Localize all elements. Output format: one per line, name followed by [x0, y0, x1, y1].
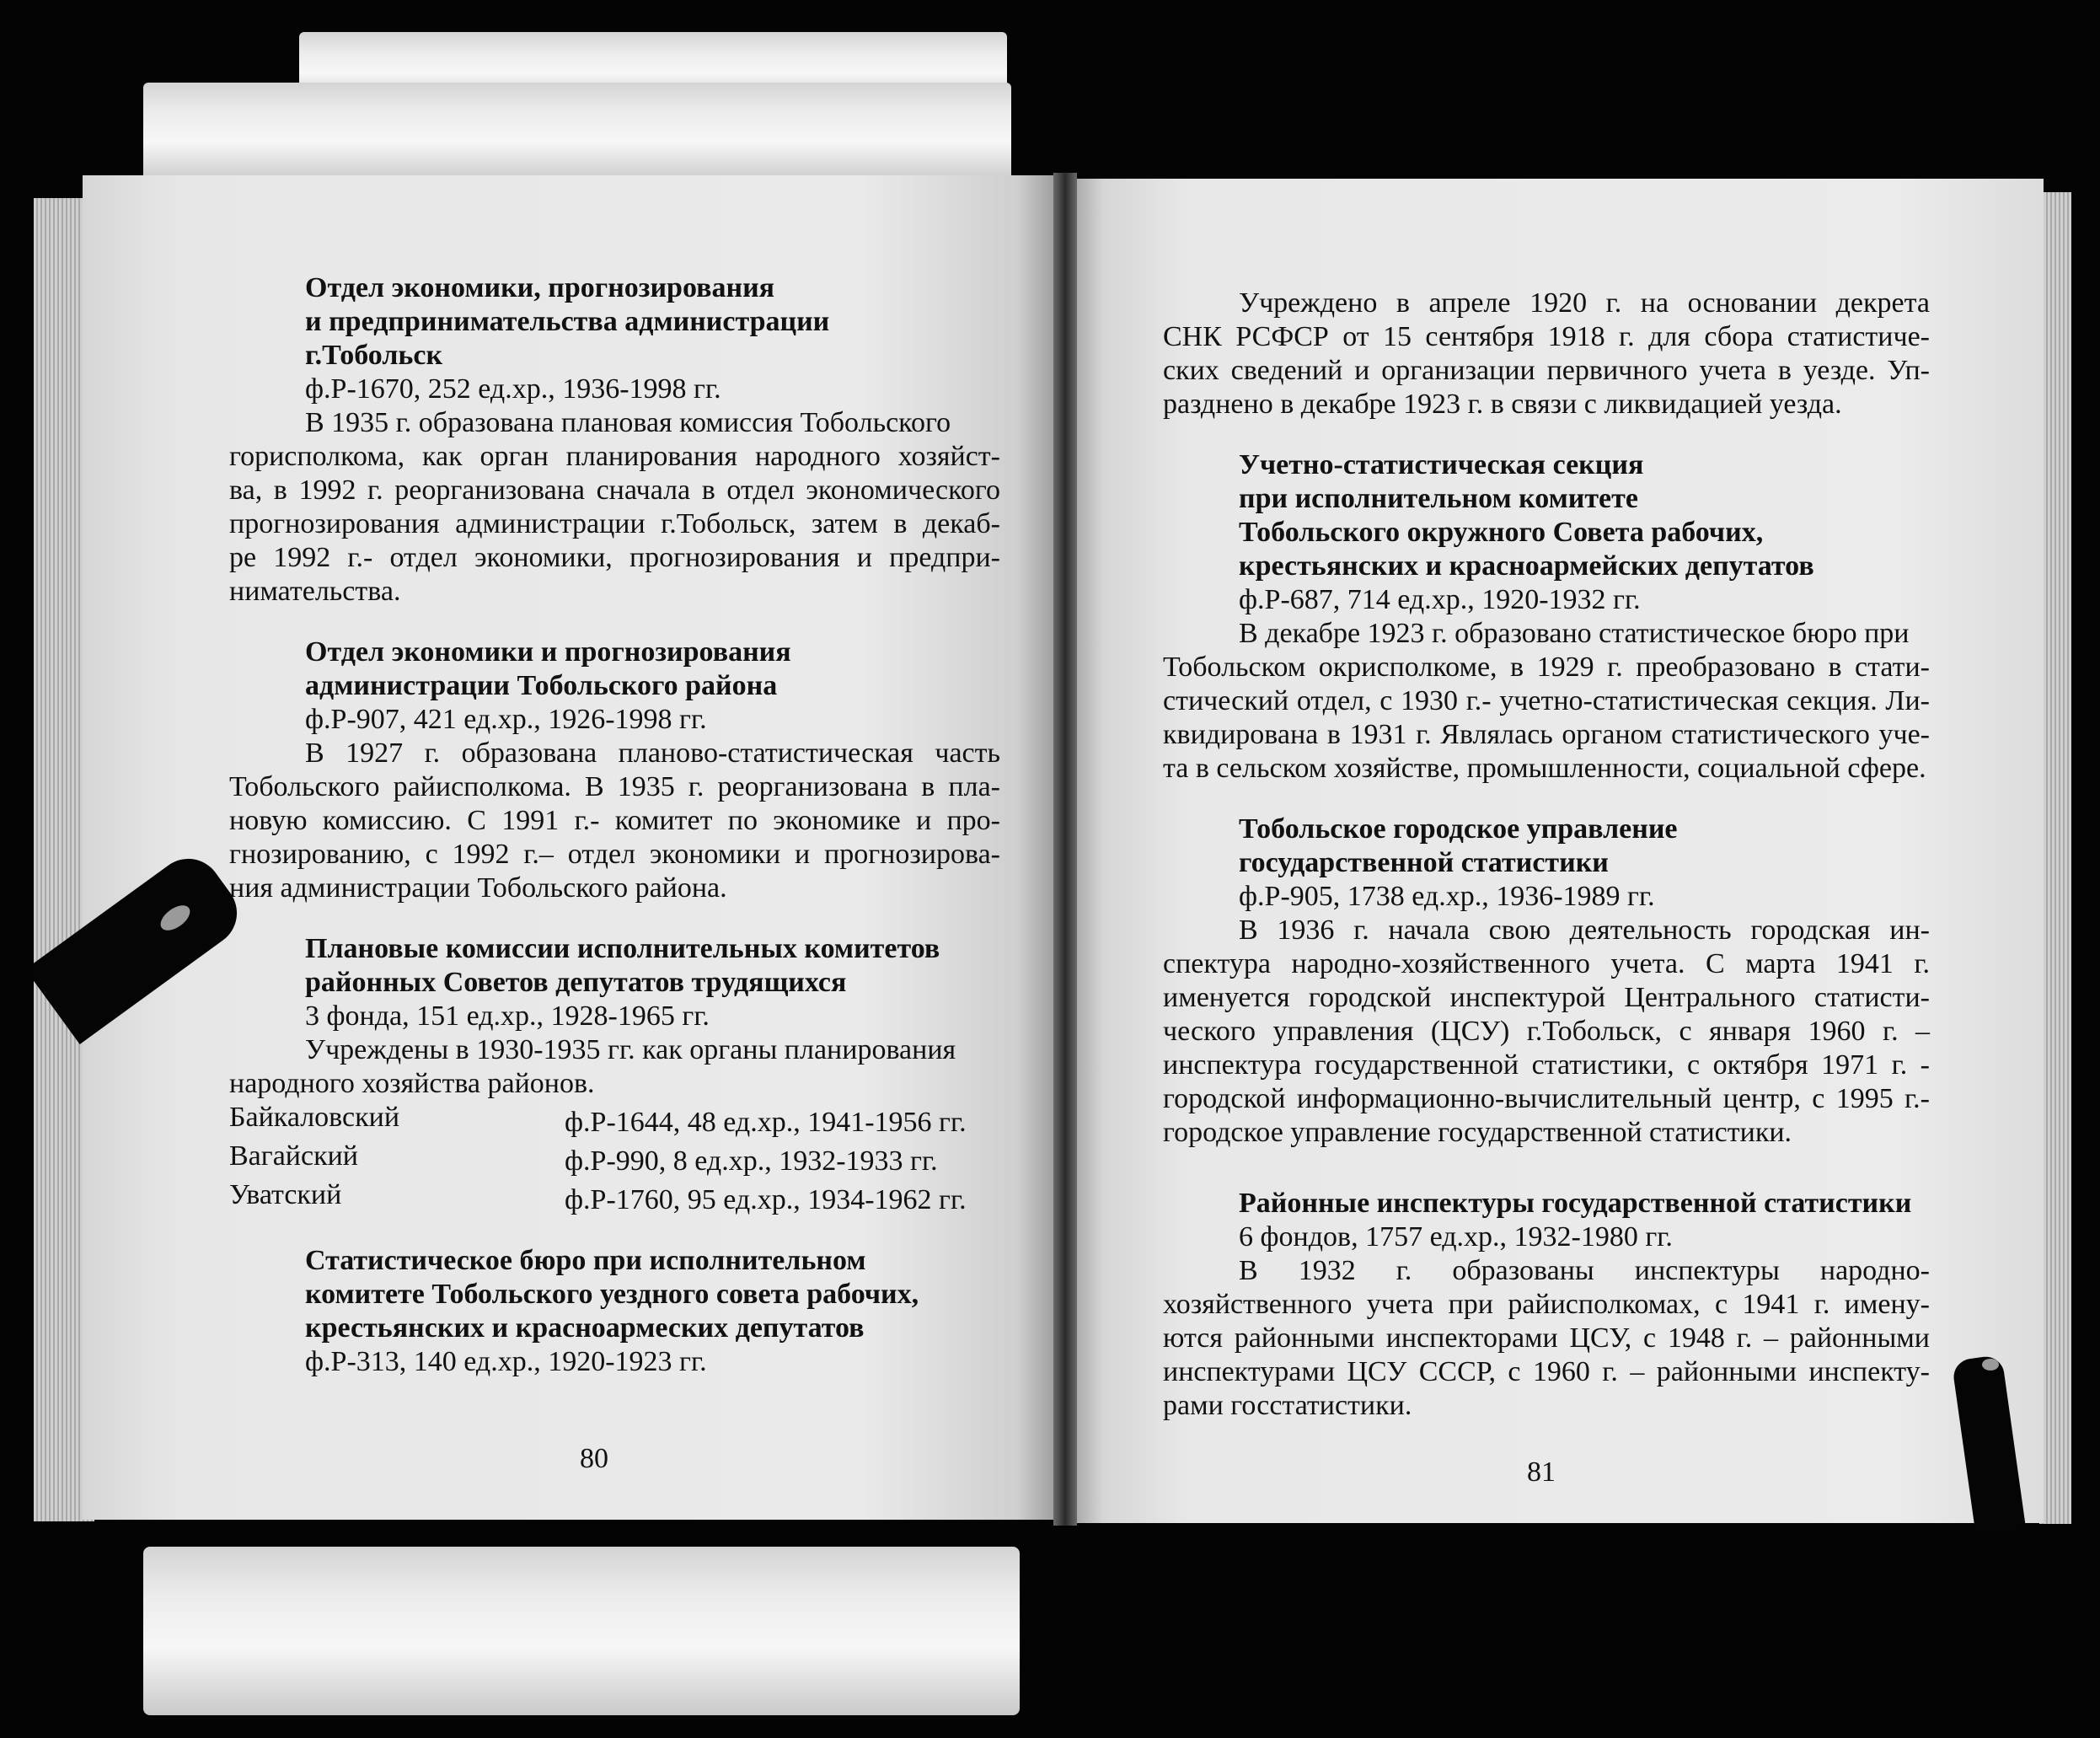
body-line: Учреждено в апреле 1920 г. на основании декрета [1239, 287, 1930, 319]
section-title-line: Учетно-статистическая секция [1239, 449, 1644, 480]
body-line: рами госстатистики. [1163, 1390, 1412, 1421]
district-name: Уватский [229, 1179, 342, 1210]
right-page-edges [2039, 192, 2071, 1524]
section-title-line: Тобольское городское управление [1239, 813, 1678, 845]
book-spine [1053, 173, 1077, 1526]
body-line: городское управление государственной статистики. [1163, 1117, 1792, 1148]
body-line: хозяйственного учета при райисполкомах, с 1941 г. имену- [1163, 1289, 1930, 1320]
district-fond: ф.Р-1644, 48 ед.хр., 1941-1956 гг. [565, 1107, 967, 1138]
section-title-line: и предпринимательства администрации [305, 306, 830, 337]
body-line: Тобольского райисполкома. В 1935 г. реорганизована в пла- [229, 771, 1000, 802]
section-economics-district [229, 636, 1000, 905]
body-line: именуется городской инспектурой Центрального статисти- [1163, 982, 1930, 1013]
section-economics-city [229, 271, 1000, 609]
body-line: разднено в декабре 1923 г. в связи с ликвидацией уезда. [1163, 389, 1842, 420]
body-line: прогнозирования администрации г.Тобольск, затем в декаб- [229, 508, 1000, 539]
section-title-line: Тобольского окружного Совета рабочих, [1239, 517, 1764, 548]
fond-reference: ф.Р-905, 1738 ед.хр., 1936-1989 гг. [1239, 881, 1655, 912]
body-line: новую комиссию. С 1991 г.- комитет по экономике и про- [229, 805, 1000, 836]
body-line: ва, в 1992 г. реорганизована сначала в отдел экономического [229, 475, 1000, 506]
body-line: нимательства. [229, 576, 401, 607]
section-title-line: Районные инспектуры государственной статистики [1239, 1188, 1912, 1219]
district-fond: ф.Р-990, 8 ед.хр., 1932-1933 гг. [565, 1145, 938, 1177]
fond-reference: ф.Р-313, 140 ед.хр., 1920-1923 гг. [305, 1346, 707, 1377]
district-name: Байкаловский [229, 1102, 400, 1133]
section-title-line: Плановые комиссии исполнительных комитетов [305, 933, 940, 964]
fond-reference: 6 фондов, 1757 ед.хр., 1932-1980 гг. [1239, 1221, 1673, 1253]
section-district-inspectorates [1163, 1187, 1930, 1423]
fond-reference: 3 фонда, 151 ед.хр., 1928-1965 гг. [305, 1000, 710, 1032]
page-number-right: 81 [1527, 1456, 1556, 1488]
section-title-line: Отдел экономики, прогнозирования [305, 272, 775, 303]
body-line: стический отдел, с 1930 г.- учетно-статистическая секция. Ли- [1163, 685, 1930, 716]
foam-support-bottom [143, 1547, 1020, 1715]
section-title-line: крестьянских и красноармеских депутатов [305, 1312, 865, 1344]
section-planning-commissions [229, 932, 1000, 1217]
body-line: ются районными инспекторами ЦСУ, с 1948 г. – районными [1163, 1322, 1930, 1354]
body-line: ния администрации Тобольского района. [229, 872, 727, 904]
body-line: городской информационно-вычислительный центр, с 1995 г.- [1163, 1083, 1930, 1114]
body-line: Учреждены в 1930-1935 гг. как органы планирования [305, 1034, 956, 1065]
fond-reference: ф.Р-907, 421 ед.хр., 1926-1998 гг. [305, 704, 707, 735]
district-row [229, 1101, 1000, 1140]
section-title-line: крестьянских и красноармейских депутатов [1239, 550, 1814, 582]
intro-paragraph [1163, 287, 1930, 421]
body-line: В 1927 г. образована планово-статистическая часть [305, 738, 1000, 769]
body-line: ре 1992 г.- отдел экономики, прогнозирования и предпри- [229, 542, 1000, 573]
district-row [229, 1178, 1000, 1217]
foam-support-top-front [143, 83, 1011, 182]
body-line: В декабре 1923 г. образовано статистическое бюро при [1239, 618, 1910, 649]
section-title-line: при исполнительном комитете [1239, 483, 1638, 514]
body-line: горисполкома, как орган планирования народного хозяйст- [229, 441, 1000, 472]
section-title-line: Отдел экономики и прогнозирования [305, 636, 791, 668]
district-fond: ф.Р-1760, 95 ед.хр., 1934-1962 гг. [565, 1184, 967, 1215]
body-line: гнозированию, с 1992 г.– отдел экономики и прогнозирова- [229, 839, 1000, 870]
right-strap-highlight [1982, 1359, 1999, 1371]
body-line: В 1935 г. образована плановая комиссия Тобольского [305, 407, 951, 438]
section-title-line: государственной статистики [1239, 847, 1609, 878]
body-line: ческого управления (ЦСУ) г.Тобольск, с января 1960 г. – [1163, 1016, 1930, 1047]
section-city-statistics-office [1163, 813, 1930, 1150]
body-line: В 1936 г. начала свою деятельность городская ин- [1239, 915, 1930, 946]
body-line: народного хозяйства районов. [229, 1068, 595, 1099]
body-line: та в сельском хозяйстве, промышленности, социальной сфере. [1163, 753, 1926, 784]
section-title-line: Статистическое бюро при исполнительном [305, 1245, 866, 1276]
body-line: СНК РСФСР от 15 сентября 1918 г. для сбора статистиче- [1163, 321, 1930, 352]
body-line: инспектура государственной статистики, с октября 1971 г. - [1163, 1049, 1930, 1081]
body-line: спектура народно-хозяйственного учета. С марта 1941 г. [1163, 948, 1930, 979]
section-title-line: г.Тобольск [305, 340, 443, 371]
body-line: квидирована в 1931 г. Являлась органом статистического уче- [1163, 719, 1930, 750]
body-line: В 1932 г. образованы инспектуры народно- [1239, 1255, 1930, 1286]
right-page-text [1163, 287, 1930, 1423]
district-name: Вагайский [229, 1140, 358, 1172]
section-title-line: администрации Тобольского района [305, 670, 778, 701]
body-line: инспектурами ЦСУ СССР, с 1960 г. – районными инспекту- [1163, 1356, 1930, 1387]
section-statistical-bureau [229, 1244, 1000, 1379]
district-row [229, 1140, 1000, 1178]
fond-reference: ф.Р-1670, 252 ед.хр., 1936-1998 гг. [305, 373, 721, 405]
body-line: ских сведений и организации первичного учета в уезде. Уп- [1163, 355, 1930, 386]
page-number-left: 80 [580, 1443, 608, 1474]
section-title-line: комитете Тобольского уездного совета рабочих, [305, 1279, 919, 1310]
fond-reference: ф.Р-687, 714 ед.хр., 1920-1932 гг. [1239, 584, 1641, 615]
section-accounting-statistics [1163, 448, 1930, 786]
body-line: Тобольском окрисполкоме, в 1929 г. преобразовано в стати- [1163, 652, 1930, 683]
left-page-text [229, 271, 1000, 1379]
section-title-line: районных Советов депутатов трудящихся [305, 967, 847, 998]
